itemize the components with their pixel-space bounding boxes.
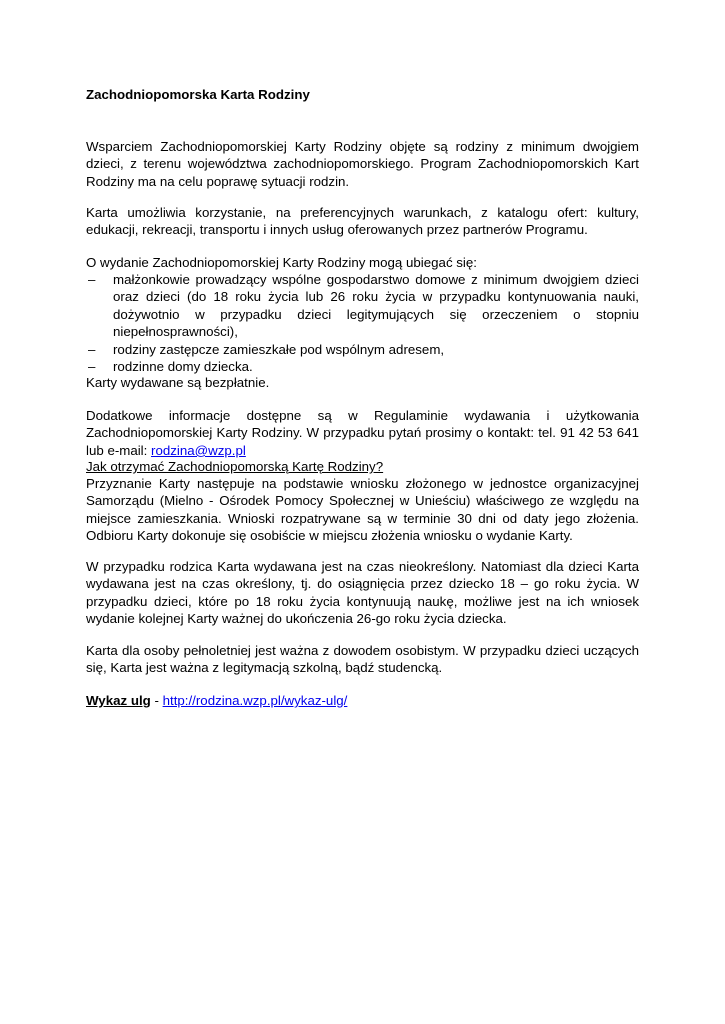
how-paragraph: Przyznanie Karty następuje na podstawie wniosku złożonego w jednostce organizacyjnej Samorządu (Mielno - Ośrodek Pomocy Społecznej w Unieściu) właściwego ze względu na miejsce zamieszkania. Wnioski rozpatrywane są w terminie 30 dni od daty jego złożenia. Odbioru Karty dokonuje się osobiście w miejscu złożenia wniosku o wydanie Karty.	[86, 476, 639, 544]
document-title: Zachodniopomorska Karta Rodziny	[86, 87, 310, 102]
more-info-paragraph	[86, 407, 639, 459]
discounts-separator: -	[150, 693, 163, 708]
dash-bullet: –	[88, 341, 96, 357]
list-item-text: małżonkowie prowadzący wspólne gospodarstwo domowe z minimum dwojgiem dzieci oraz dzieci (do 18 roku życia lub 26 roku życia w przypadku kontynuowania nauki, dożywotnio w przypadku dzieci legitymujących się orzeczeniem o stopniu niepełnosprawności),	[113, 272, 639, 340]
eligibility-intro: O wydanie Zachodniopomorskiej Karty Rodziny mogą ubiegać się:	[86, 255, 477, 270]
email-link[interactable]: rodzina@wzp.pl	[151, 442, 246, 458]
eligibility-list	[86, 271, 639, 375]
dash-bullet: –	[88, 359, 96, 375]
more-info-text: Dodatkowe informacje dostępne są w Regulaminie wydawania i użytkowania Zachodniopomorskiej Karty Rodziny. W przypadku pytań prosimy o kontakt: tel. 91 42 53 641 lub e-mail:	[86, 408, 639, 458]
discounts-link[interactable]: http://rodzina.wzp.pl/wykaz-ulg/	[162, 693, 348, 708]
free-paragraph: Karty wydawane są bezpłatnie.	[86, 375, 270, 390]
list-item	[86, 358, 639, 375]
list-item	[86, 271, 639, 341]
list-item-text: rodzinne domy dziecka.	[113, 359, 253, 375]
list-item	[86, 341, 639, 358]
discounts-label: Wykaz ulg	[86, 693, 151, 708]
intro-paragraph: Wsparciem Zachodniopomorskiej Karty Rodziny objęte są rodziny z minimum dwojgiem dzieci, z terenu województwa zachodniopomorskiego. Program Zachodniopomorskich Kart Rodziny ma na celu poprawę sytuacji rodzin.	[86, 139, 639, 189]
documents-paragraph: Karta dla osoby pełnoletniej jest ważna z dowodem osobistym. W przypadku dzieci uczących się, Karta jest ważna z legitymacją szkolną, bądź studencką.	[86, 643, 639, 676]
usage-paragraph: Karta umożliwia korzystanie, na preferencyjnych warunkach, z katalogu ofert: kultury, edukacji, rekreacji, transportu i innych usług oferowanych przez partnerów Programu.	[86, 205, 639, 238]
validity-paragraph: W przypadku rodzica Karta wydawana jest na czas nieokreślony. Natomiast dla dzieci Karta wydawana jest na czas określony, tj. do osiągnięcia przez dziecko 18 – go roku życia. W przypadku dzieci, które po 18 roku życia kontynuują naukę, możliwe jest na ich wniosek wydanie kolejnej Karty ważnej do ukończenia 26-go roku życia dziecka.	[86, 559, 639, 627]
dash-bullet: –	[88, 272, 96, 287]
discounts-line	[86, 692, 639, 709]
how-heading: Jak otrzymać Zachodniopomorską Kartę Rodziny?	[86, 459, 384, 474]
list-item-text: rodziny zastępcze zamieszkałe pod wspólnym adresem,	[113, 341, 445, 357]
